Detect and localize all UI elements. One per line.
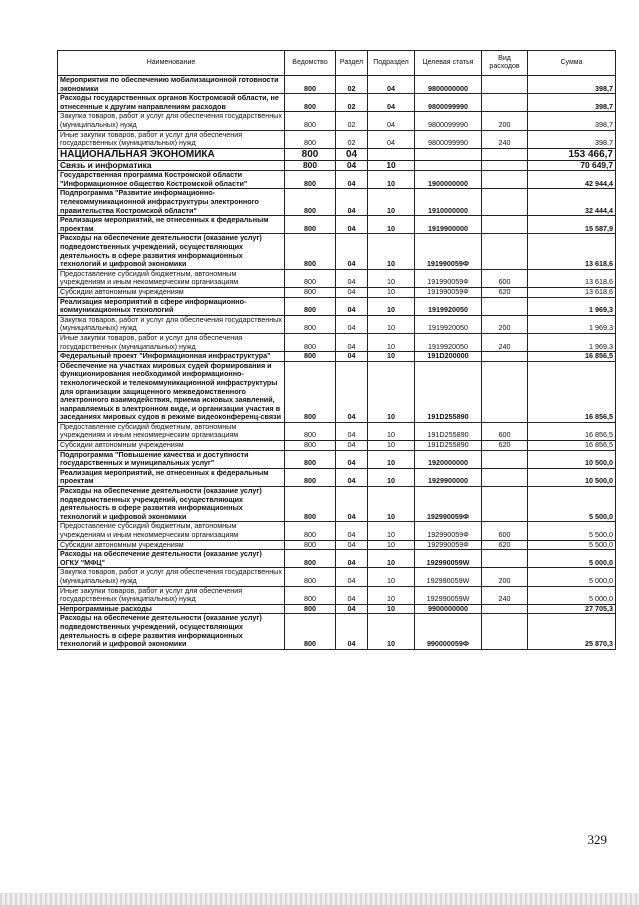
celevaya-statya-cell: 191D255890: [415, 441, 482, 451]
name-cell: Иные закупки товаров, работ и услуг для обеспечения государственных (муниципальных) нужд: [58, 130, 285, 148]
table-row: [58, 604, 616, 614]
vid-rashodov-cell: 200: [482, 112, 528, 130]
podrazdel-cell: 10: [368, 550, 415, 568]
table-row: [58, 450, 616, 468]
vedomstvo-cell: 800: [285, 160, 336, 171]
vedomstvo-cell: 800: [285, 76, 336, 94]
summa-cell: 27 705,3: [528, 604, 616, 614]
vedomstvo-cell: 800: [285, 333, 336, 351]
table-row: [58, 614, 616, 649]
podrazdel-cell: 10: [368, 361, 415, 422]
razdel-cell: 04: [336, 287, 368, 297]
table-row: [58, 352, 616, 362]
vedomstvo-cell: 800: [285, 550, 336, 568]
summa-cell: 70 649,7: [528, 160, 616, 171]
razdel-cell: 04: [336, 160, 368, 171]
name-cell: Федеральный проект "Информационная инфраструктура": [58, 352, 285, 362]
vedomstvo-cell: 800: [285, 568, 336, 586]
razdel-cell: 04: [336, 315, 368, 333]
table-row: [58, 550, 616, 568]
vid-rashodov-cell: [482, 94, 528, 112]
table-row: [58, 130, 616, 148]
razdel-cell: 04: [336, 422, 368, 440]
celevaya-statya-cell: 1919900000: [415, 216, 482, 234]
table-row: [58, 234, 616, 269]
table-row: [58, 522, 616, 540]
razdel-cell: 04: [336, 189, 368, 216]
razdel-cell: 04: [336, 269, 368, 287]
table-row: [58, 422, 616, 440]
name-cell: Иные закупки товаров, работ и услуг для обеспечения государственных (муниципальных) нужд: [58, 586, 285, 604]
name-cell: Государственная программа Костромской области "Информационное общество Костромской области": [58, 171, 285, 189]
vid-rashodov-cell: 240: [482, 333, 528, 351]
table-row: [58, 76, 616, 94]
podrazdel-cell: 10: [368, 522, 415, 540]
table-row: [58, 315, 616, 333]
summa-cell: 32 444,4: [528, 189, 616, 216]
celevaya-statya-cell: 1920000000: [415, 450, 482, 468]
vedomstvo-cell: 800: [285, 189, 336, 216]
razdel-cell: 04: [336, 234, 368, 269]
name-cell: Расходы государственных органов Костромской области, не отнесенные к другим направлениям расходов: [58, 94, 285, 112]
celevaya-statya-cell: 990000059Ф: [415, 614, 482, 649]
razdel-cell: 02: [336, 112, 368, 130]
razdel-cell: 04: [336, 352, 368, 362]
celevaya-statya-cell: 192990059Ф: [415, 540, 482, 550]
header-vedomstvo: Ведомство: [285, 51, 336, 76]
podrazdel-cell: 04: [368, 130, 415, 148]
vid-rashodov-cell: [482, 76, 528, 94]
summa-cell: 5 500,0: [528, 522, 616, 540]
celevaya-statya-cell: 1910000000: [415, 189, 482, 216]
podrazdel-cell: 10: [368, 487, 415, 522]
name-cell: Предоставление субсидий бюджетным, автономным учреждениям и иным некоммерческим организациям: [58, 522, 285, 540]
vedomstvo-cell: 800: [285, 441, 336, 451]
podrazdel-cell: 10: [368, 614, 415, 649]
vid-rashodov-cell: 600: [482, 422, 528, 440]
celevaya-statya-cell: [415, 148, 482, 160]
summa-cell: 5 000,0: [528, 586, 616, 604]
summa-cell: 16 856,5: [528, 361, 616, 422]
vid-rashodov-cell: [482, 550, 528, 568]
celevaya-statya-cell: 1900000000: [415, 171, 482, 189]
razdel-cell: 04: [336, 441, 368, 451]
razdel-cell: 04: [336, 550, 368, 568]
celevaya-statya-cell: 9900000000: [415, 604, 482, 614]
celevaya-statya-cell: 9800000000: [415, 76, 482, 94]
name-cell: Реализация мероприятий, не отнесенных к федеральным проектам: [58, 216, 285, 234]
summa-cell: 13 618,6: [528, 269, 616, 287]
razdel-cell: 04: [336, 487, 368, 522]
summa-cell: 1 969,3: [528, 297, 616, 315]
razdel-cell: 04: [336, 148, 368, 160]
celevaya-statya-cell: 191D255890: [415, 422, 482, 440]
vid-rashodov-cell: [482, 450, 528, 468]
vedomstvo-cell: 800: [285, 522, 336, 540]
table-row: [58, 189, 616, 216]
vid-rashodov-cell: [482, 160, 528, 171]
vid-rashodov-cell: 600: [482, 269, 528, 287]
name-cell: Связь и информатика: [58, 160, 285, 171]
vid-rashodov-cell: [482, 148, 528, 160]
razdel-cell: 04: [336, 333, 368, 351]
scan-edge-strip: [0, 893, 639, 905]
summa-cell: 15 587,9: [528, 216, 616, 234]
razdel-cell: 04: [336, 297, 368, 315]
vedomstvo-cell: 800: [285, 234, 336, 269]
podrazdel-cell: 10: [368, 234, 415, 269]
celevaya-statya-cell: 191D200000: [415, 352, 482, 362]
vid-rashodov-cell: 240: [482, 130, 528, 148]
podrazdel-cell: 10: [368, 216, 415, 234]
summa-cell: 16 856,5: [528, 441, 616, 451]
podrazdel-cell: 10: [368, 297, 415, 315]
vedomstvo-cell: 800: [285, 361, 336, 422]
podrazdel-cell: 10: [368, 352, 415, 362]
podrazdel-cell: 04: [368, 112, 415, 130]
table-row: [58, 586, 616, 604]
vid-rashodov-cell: [482, 361, 528, 422]
razdel-cell: 04: [336, 450, 368, 468]
vid-rashodov-cell: 620: [482, 441, 528, 451]
header-vid-rashodov: Вид расходов: [482, 51, 528, 76]
table-row: [58, 333, 616, 351]
summa-cell: 398,7: [528, 112, 616, 130]
podrazdel-cell: 10: [368, 450, 415, 468]
summa-cell: 10 500,0: [528, 468, 616, 486]
vid-rashodov-cell: [482, 234, 528, 269]
table-row: [58, 112, 616, 130]
name-cell: Субсидии автономным учреждениям: [58, 287, 285, 297]
vedomstvo-cell: 800: [285, 586, 336, 604]
vid-rashodov-cell: 600: [482, 522, 528, 540]
vid-rashodov-cell: [482, 487, 528, 522]
vid-rashodov-cell: [482, 604, 528, 614]
vid-rashodov-cell: [482, 189, 528, 216]
name-cell: Субсидии автономным учреждениям: [58, 441, 285, 451]
summa-cell: 25 870,3: [528, 614, 616, 649]
summa-cell: 5 000,0: [528, 550, 616, 568]
table-row: [58, 568, 616, 586]
razdel-cell: 04: [336, 540, 368, 550]
celevaya-statya-cell: 192990059W: [415, 586, 482, 604]
vid-rashodov-cell: [482, 171, 528, 189]
page-number: 329: [587, 832, 607, 847]
vedomstvo-cell: 800: [285, 112, 336, 130]
table-row: [58, 148, 616, 160]
razdel-cell: 04: [336, 604, 368, 614]
summa-cell: 398,7: [528, 94, 616, 112]
podrazdel-cell: 10: [368, 441, 415, 451]
header-celevaya-statya: Целевая статья: [415, 51, 482, 76]
razdel-cell: 02: [336, 76, 368, 94]
vedomstvo-cell: 800: [285, 540, 336, 550]
razdel-cell: 04: [336, 568, 368, 586]
podrazdel-cell: 10: [368, 333, 415, 351]
celevaya-statya-cell: 191990059Ф: [415, 287, 482, 297]
name-cell: Иные закупки товаров, работ и услуг для обеспечения государственных (муниципальных) нужд: [58, 333, 285, 351]
vid-rashodov-cell: [482, 297, 528, 315]
table-row: [58, 160, 616, 171]
summa-cell: 13 618,6: [528, 287, 616, 297]
celevaya-statya-cell: 191990059Ф: [415, 234, 482, 269]
vedomstvo-cell: 800: [285, 94, 336, 112]
vedomstvo-cell: 800: [285, 450, 336, 468]
podrazdel-cell: 10: [368, 422, 415, 440]
summa-cell: 5 000,0: [528, 568, 616, 586]
vedomstvo-cell: 800: [285, 171, 336, 189]
name-cell: НАЦИОНАЛЬНАЯ ЭКОНОМИКА: [58, 148, 285, 160]
razdel-cell: 04: [336, 361, 368, 422]
table-row: [58, 361, 616, 422]
summa-cell: 398,7: [528, 130, 616, 148]
razdel-cell: 04: [336, 171, 368, 189]
podrazdel-cell: 10: [368, 315, 415, 333]
celevaya-statya-cell: 9800099990: [415, 94, 482, 112]
celevaya-statya-cell: 9800099990: [415, 112, 482, 130]
budget-table: [57, 50, 616, 650]
celevaya-statya-cell: 191990059Ф: [415, 269, 482, 287]
podrazdel-cell: 10: [368, 568, 415, 586]
vid-rashodov-cell: 200: [482, 568, 528, 586]
name-cell: Расходы на обеспечение деятельности (оказание услуг) ОГКУ "МФЦ": [58, 550, 285, 568]
podrazdel-cell: 10: [368, 604, 415, 614]
podrazdel-cell: 10: [368, 287, 415, 297]
table-row: [58, 269, 616, 287]
table-row: [58, 171, 616, 189]
name-cell: Мероприятия по обеспечению мобилизационной готовности экономики: [58, 76, 285, 94]
vedomstvo-cell: 800: [285, 604, 336, 614]
summa-cell: 13 618,6: [528, 234, 616, 269]
table-row: [58, 487, 616, 522]
razdel-cell: 04: [336, 468, 368, 486]
vid-rashodov-cell: 620: [482, 540, 528, 550]
vedomstvo-cell: 800: [285, 287, 336, 297]
vid-rashodov-cell: 620: [482, 287, 528, 297]
razdel-cell: 04: [336, 586, 368, 604]
summa-cell: 10 500,0: [528, 450, 616, 468]
header-name: Наименование: [58, 51, 285, 76]
celevaya-statya-cell: 192990059Ф: [415, 487, 482, 522]
name-cell: Закупка товаров, работ и услуг для обеспечения государственных (муниципальных) нужд: [58, 568, 285, 586]
summa-cell: 1 969,3: [528, 333, 616, 351]
vedomstvo-cell: 800: [285, 269, 336, 287]
celevaya-statya-cell: 192990059W: [415, 550, 482, 568]
header-podrazdel: Подраздел: [368, 51, 415, 76]
vid-rashodov-cell: [482, 352, 528, 362]
podrazdel-cell: [368, 148, 415, 160]
podrazdel-cell: 10: [368, 586, 415, 604]
celevaya-statya-cell: [415, 160, 482, 171]
name-cell: Реализация мероприятий, не отнесенных к федеральным проектам: [58, 468, 285, 486]
celevaya-statya-cell: 1929900000: [415, 468, 482, 486]
celevaya-statya-cell: 191D255890: [415, 361, 482, 422]
table-body: [58, 76, 616, 650]
podrazdel-cell: 10: [368, 269, 415, 287]
podrazdel-cell: 04: [368, 94, 415, 112]
table-row: [58, 540, 616, 550]
podrazdel-cell: 10: [368, 468, 415, 486]
table-row: [58, 297, 616, 315]
table-row: [58, 287, 616, 297]
summa-cell: 16 856,5: [528, 352, 616, 362]
podrazdel-cell: 10: [368, 540, 415, 550]
podrazdel-cell: 10: [368, 160, 415, 171]
summa-cell: 153 466,7: [528, 148, 616, 160]
name-cell: Обеспечение на участках мировых судей формирования и функционирования необходимой информационно-технологической и телекоммуникационной инфраструктуры для организации защищенного межведомственного электронного взаимодействия, приема исковых заявлений, направляемых в электронном виде, и организации участия в заседаниях мировых судов в режиме видеоконференц-связи: [58, 361, 285, 422]
summa-cell: 5 500,0: [528, 540, 616, 550]
name-cell: Расходы на обеспечение деятельности (оказание услуг) подведомственных учреждений, осуществляющих деятельность в сфере развития информационных технологий и цифровой экономики: [58, 487, 285, 522]
vedomstvo-cell: 800: [285, 468, 336, 486]
celevaya-statya-cell: 1919920050: [415, 315, 482, 333]
name-cell: Непрограммные расходы: [58, 604, 285, 614]
celevaya-statya-cell: 192990059Ф: [415, 522, 482, 540]
vedomstvo-cell: 800: [285, 130, 336, 148]
vedomstvo-cell: 800: [285, 315, 336, 333]
vid-rashodov-cell: [482, 468, 528, 486]
table-row: [58, 216, 616, 234]
vedomstvo-cell: 800: [285, 422, 336, 440]
summa-cell: 42 944,4: [528, 171, 616, 189]
table-row: [58, 94, 616, 112]
vedomstvo-cell: 800: [285, 297, 336, 315]
vedomstvo-cell: 800: [285, 148, 336, 160]
celevaya-statya-cell: 1919920050: [415, 333, 482, 351]
podrazdel-cell: 10: [368, 189, 415, 216]
summa-cell: 398,7: [528, 76, 616, 94]
vid-rashodov-cell: 200: [482, 315, 528, 333]
vedomstvo-cell: 800: [285, 216, 336, 234]
celevaya-statya-cell: 192990059W: [415, 568, 482, 586]
celevaya-statya-cell: 9800099990: [415, 130, 482, 148]
vid-rashodov-cell: [482, 614, 528, 649]
razdel-cell: 02: [336, 130, 368, 148]
table-row: [58, 441, 616, 451]
vid-rashodov-cell: [482, 216, 528, 234]
summa-cell: 5 500,0: [528, 487, 616, 522]
name-cell: Реализация мероприятий в сфере информационно-коммуникационных технологий: [58, 297, 285, 315]
header-razdel: Раздел: [336, 51, 368, 76]
vid-rashodov-cell: 240: [482, 586, 528, 604]
vedomstvo-cell: 800: [285, 614, 336, 649]
razdel-cell: 04: [336, 216, 368, 234]
razdel-cell: 04: [336, 522, 368, 540]
name-cell: Закупка товаров, работ и услуг для обеспечения государственных (муниципальных) нужд: [58, 315, 285, 333]
celevaya-statya-cell: 1919920050: [415, 297, 482, 315]
summa-cell: 16 856,5: [528, 422, 616, 440]
name-cell: Подпрограмма "Развитие информационно-телекоммуникационной инфраструктуры электронного правительства Костромской области": [58, 189, 285, 216]
podrazdel-cell: 04: [368, 76, 415, 94]
razdel-cell: 02: [336, 94, 368, 112]
name-cell: Закупка товаров, работ и услуг для обеспечения государственных (муниципальных) нужд: [58, 112, 285, 130]
header-summa: Сумма: [528, 51, 616, 76]
podrazdel-cell: 10: [368, 171, 415, 189]
vedomstvo-cell: 800: [285, 487, 336, 522]
table-header-row: [58, 51, 616, 76]
razdel-cell: 04: [336, 614, 368, 649]
name-cell: Подпрограмма "Повышение качества и доступности государственных и муниципальных услуг": [58, 450, 285, 468]
table-row: [58, 468, 616, 486]
name-cell: Расходы на обеспечение деятельности (оказание услуг) подведомственных учреждений, осуществляющих деятельность в сфере развития информационных технологий и цифровой экономики: [58, 234, 285, 269]
name-cell: Предоставление субсидий бюджетным, автономным учреждениям и иным некоммерческим организациям: [58, 422, 285, 440]
vedomstvo-cell: 800: [285, 352, 336, 362]
name-cell: Предоставление субсидий бюджетным, автономным учреждениям и иным некоммерческим организациям: [58, 269, 285, 287]
summa-cell: 1 969,3: [528, 315, 616, 333]
name-cell: Субсидии автономным учреждениям: [58, 540, 285, 550]
name-cell: Расходы на обеспечение деятельности (оказание услуг) подведомственных учреждений, осуществляющих деятельность в сфере развития информационных технологий и цифровой экономики: [58, 614, 285, 649]
